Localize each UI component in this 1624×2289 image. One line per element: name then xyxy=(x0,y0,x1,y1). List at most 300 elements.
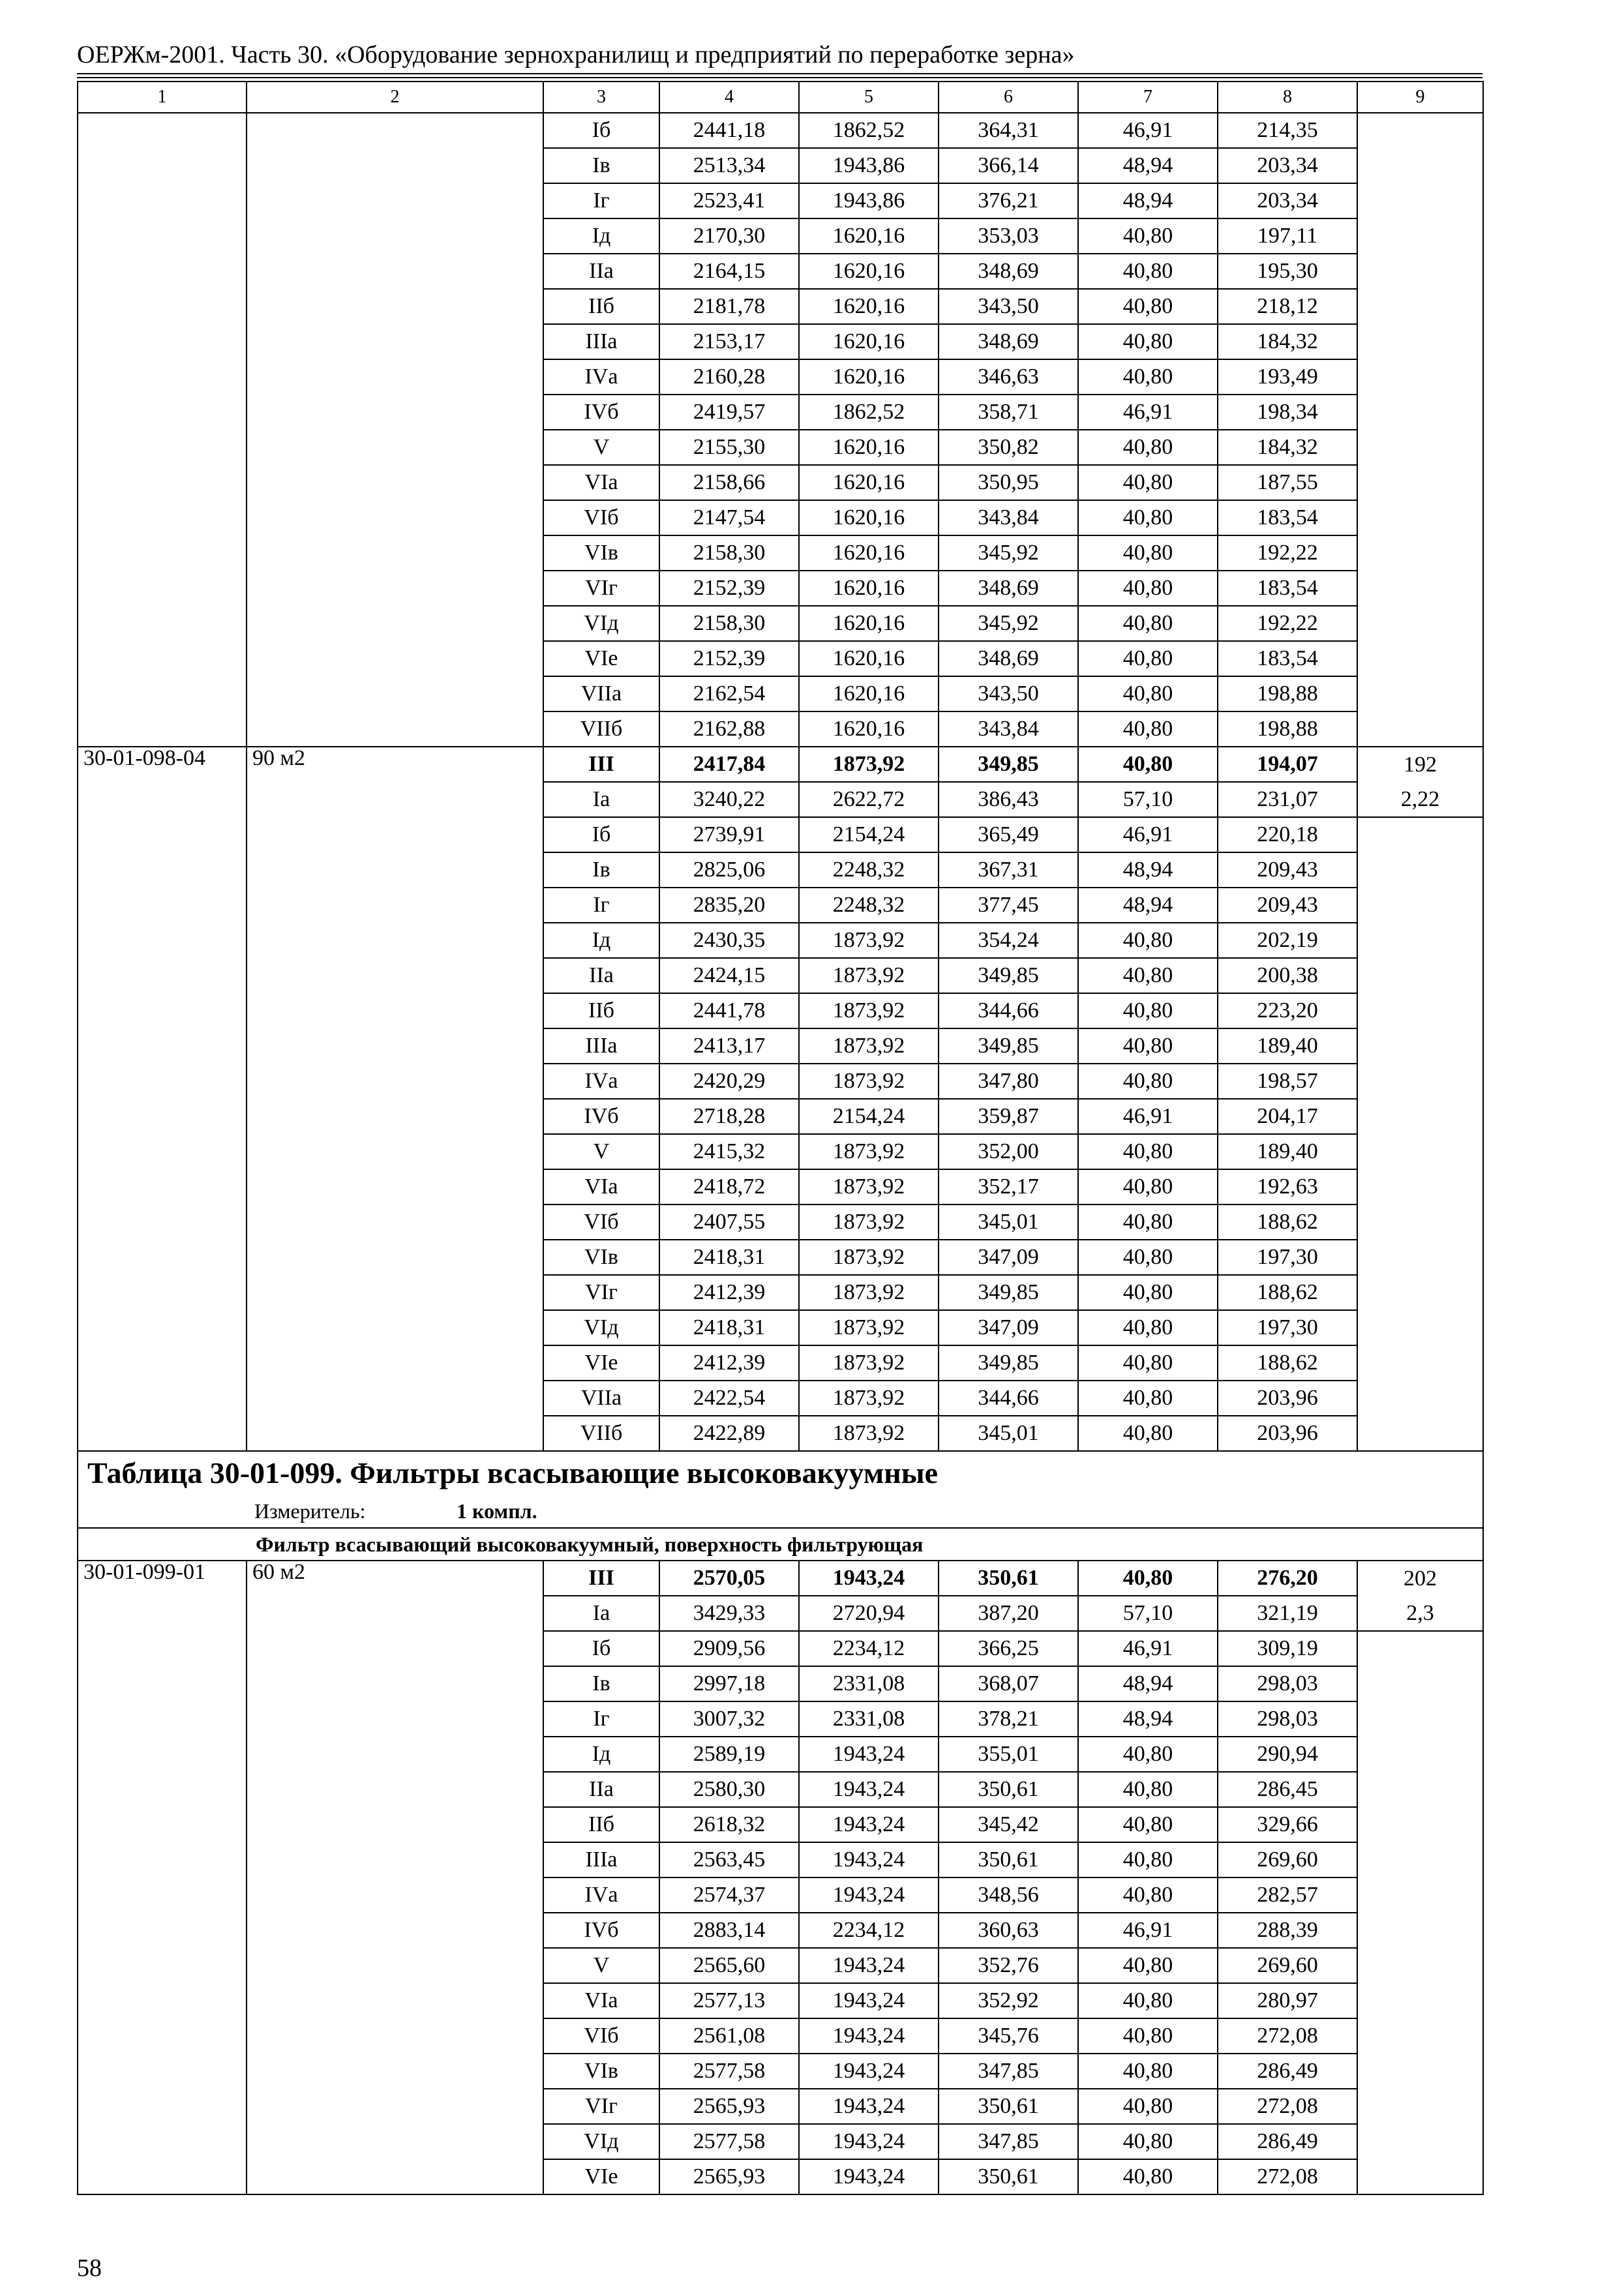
value-cell: 349,85 xyxy=(939,747,1078,782)
value-cell: 40,80 xyxy=(1078,500,1218,535)
value-cell: 282,57 xyxy=(1218,1878,1357,1913)
value-cell: 358,71 xyxy=(939,395,1078,430)
zone-cell: VIе xyxy=(543,2159,659,2194)
value-cell: 2563,45 xyxy=(659,1842,799,1878)
table-title: Таблица 30-01-099. Фильтры всасывающие высоковакуумные xyxy=(78,1451,1483,1495)
value-cell: 2574,37 xyxy=(659,1878,799,1913)
col9-cell xyxy=(1357,958,1483,993)
value-cell: 359,87 xyxy=(939,1099,1078,1134)
zone-cell: VIб xyxy=(543,2018,659,2054)
value-cell: 40,80 xyxy=(1078,1345,1218,1381)
zone-cell: IIб xyxy=(543,993,659,1028)
col9-cell: 2,22 xyxy=(1357,782,1483,817)
value-cell: 2155,30 xyxy=(659,430,799,465)
measure-row xyxy=(78,1495,1483,1528)
zone-cell: VIв xyxy=(543,1240,659,1275)
value-cell: 2158,30 xyxy=(659,535,799,571)
column-number: 6 xyxy=(939,82,1078,113)
value-cell: 347,80 xyxy=(939,1064,1078,1099)
zone-cell: VIб xyxy=(543,1204,659,1240)
value-cell: 1620,16 xyxy=(799,289,939,324)
col9-cell xyxy=(1357,817,1483,852)
zone-cell: Iв xyxy=(543,148,659,183)
value-cell: 40,80 xyxy=(1078,254,1218,289)
value-cell: 298,03 xyxy=(1218,1701,1357,1737)
col9-cell xyxy=(1357,148,1483,183)
value-cell: 2422,89 xyxy=(659,1416,799,1451)
value-cell: 197,30 xyxy=(1218,1310,1357,1345)
value-cell: 40,80 xyxy=(1078,993,1218,1028)
name-cell xyxy=(247,113,543,747)
zone-cell: IIб xyxy=(543,1807,659,1842)
value-cell: 2883,14 xyxy=(659,1913,799,1948)
price-table-body xyxy=(78,82,1483,2194)
col9-cell xyxy=(1357,113,1483,148)
value-cell: 2407,55 xyxy=(659,1204,799,1240)
value-cell: 231,07 xyxy=(1218,782,1357,817)
value-cell: 2412,39 xyxy=(659,1275,799,1310)
value-cell: 2430,35 xyxy=(659,923,799,958)
zone-cell: Iг xyxy=(543,1701,659,1737)
header-rule xyxy=(77,77,1482,78)
column-number: 7 xyxy=(1078,82,1218,113)
value-cell: 2422,54 xyxy=(659,1381,799,1416)
zone-cell: Iв xyxy=(543,852,659,888)
zone-cell: VIд xyxy=(543,2124,659,2159)
value-cell: 2154,24 xyxy=(799,1099,939,1134)
value-cell: 348,69 xyxy=(939,324,1078,359)
zone-cell: VIг xyxy=(543,2089,659,2124)
value-cell: 2561,08 xyxy=(659,2018,799,2054)
value-cell: 1620,16 xyxy=(799,465,939,500)
value-cell: 1873,92 xyxy=(799,747,939,782)
value-cell: 1943,24 xyxy=(799,1948,939,1983)
value-cell: 1943,24 xyxy=(799,1772,939,1807)
value-cell: 345,92 xyxy=(939,535,1078,571)
value-cell: 40,80 xyxy=(1078,2018,1218,2054)
value-cell: 40,80 xyxy=(1078,2089,1218,2124)
value-cell: 1620,16 xyxy=(799,535,939,571)
value-cell: 40,80 xyxy=(1078,465,1218,500)
value-cell: 1873,92 xyxy=(799,1064,939,1099)
value-cell: 288,39 xyxy=(1218,1913,1357,1948)
value-cell: 209,43 xyxy=(1218,888,1357,923)
col9-cell xyxy=(1357,641,1483,676)
value-cell: 2331,08 xyxy=(799,1666,939,1701)
value-cell: 57,10 xyxy=(1078,782,1218,817)
code-cell: 30-01-099-01 xyxy=(78,1561,247,2194)
value-cell: 40,80 xyxy=(1078,1169,1218,1204)
zone-cell: Iг xyxy=(543,183,659,218)
value-cell: 40,80 xyxy=(1078,1381,1218,1416)
value-cell: 1873,92 xyxy=(799,923,939,958)
value-cell: 203,96 xyxy=(1218,1381,1357,1416)
value-cell: 350,61 xyxy=(939,1561,1078,1596)
col9-cell xyxy=(1357,1416,1483,1451)
zone-cell: IIIа xyxy=(543,1028,659,1064)
value-cell: 386,43 xyxy=(939,782,1078,817)
value-cell: 354,24 xyxy=(939,923,1078,958)
value-cell: 1873,92 xyxy=(799,1310,939,1345)
value-cell: 3240,22 xyxy=(659,782,799,817)
value-cell: 40,80 xyxy=(1078,1842,1218,1878)
value-cell: 194,07 xyxy=(1218,747,1357,782)
value-cell: 272,08 xyxy=(1218,2018,1357,2054)
value-cell: 298,03 xyxy=(1218,1666,1357,1701)
zone-cell: VIг xyxy=(543,1275,659,1310)
zone-cell: IVа xyxy=(543,1878,659,1913)
value-cell: 2152,39 xyxy=(659,641,799,676)
code-cell: 30-01-098-04 xyxy=(78,747,247,1451)
value-cell: 2513,34 xyxy=(659,148,799,183)
col9-cell xyxy=(1357,2018,1483,2054)
col9-cell xyxy=(1357,1345,1483,1381)
value-cell: 3007,32 xyxy=(659,1701,799,1737)
value-cell: 1862,52 xyxy=(799,113,939,148)
value-cell: 1943,86 xyxy=(799,183,939,218)
zone-cell: Iг xyxy=(543,888,659,923)
value-cell: 48,94 xyxy=(1078,888,1218,923)
value-cell: 48,94 xyxy=(1078,148,1218,183)
value-cell: 40,80 xyxy=(1078,324,1218,359)
zone-cell: Iв xyxy=(543,1666,659,1701)
col9-cell xyxy=(1357,254,1483,289)
zone-cell: VIе xyxy=(543,1345,659,1381)
value-cell: 197,11 xyxy=(1218,218,1357,254)
value-cell: 40,80 xyxy=(1078,1737,1218,1772)
column-number: 4 xyxy=(659,82,799,113)
value-cell: 272,08 xyxy=(1218,2159,1357,2194)
col9-cell xyxy=(1357,852,1483,888)
value-cell: 376,21 xyxy=(939,183,1078,218)
value-cell: 2441,18 xyxy=(659,113,799,148)
value-cell: 2234,12 xyxy=(799,1631,939,1666)
value-cell: 1873,92 xyxy=(799,1134,939,1169)
value-cell: 1620,16 xyxy=(799,676,939,711)
page-number: 58 xyxy=(77,2254,102,2282)
zone-cell: V xyxy=(543,1134,659,1169)
value-cell: 1873,92 xyxy=(799,993,939,1028)
value-cell: 2234,12 xyxy=(799,1913,939,1948)
value-cell: 1620,16 xyxy=(799,324,939,359)
zone-cell: IVб xyxy=(543,1913,659,1948)
value-cell: 1873,92 xyxy=(799,1204,939,1240)
zone-cell: VIIб xyxy=(543,1416,659,1451)
value-cell: 189,40 xyxy=(1218,1134,1357,1169)
value-cell: 345,76 xyxy=(939,2018,1078,2054)
value-cell: 214,35 xyxy=(1218,113,1357,148)
value-cell: 2825,06 xyxy=(659,852,799,888)
col9-cell xyxy=(1357,1948,1483,1983)
value-cell: 198,88 xyxy=(1218,676,1357,711)
zone-cell: VIIа xyxy=(543,1381,659,1416)
value-cell: 200,38 xyxy=(1218,958,1357,993)
value-cell: 1873,92 xyxy=(799,1240,939,1275)
col9-cell xyxy=(1357,395,1483,430)
value-cell: 2580,30 xyxy=(659,1772,799,1807)
value-cell: 343,50 xyxy=(939,289,1078,324)
table-row xyxy=(78,113,1483,148)
value-cell: 2412,39 xyxy=(659,1345,799,1381)
value-cell: 1620,16 xyxy=(799,711,939,747)
value-cell: 2835,20 xyxy=(659,888,799,923)
value-cell: 198,57 xyxy=(1218,1064,1357,1099)
value-cell: 3429,33 xyxy=(659,1596,799,1631)
value-cell: 1943,24 xyxy=(799,1561,939,1596)
value-cell: 387,20 xyxy=(939,1596,1078,1631)
value-cell: 2331,08 xyxy=(799,1701,939,1737)
value-cell: 350,61 xyxy=(939,1842,1078,1878)
zone-cell: IIа xyxy=(543,958,659,993)
zone-cell: VIв xyxy=(543,2054,659,2089)
header-rule xyxy=(77,73,1482,74)
value-cell: 40,80 xyxy=(1078,1416,1218,1451)
col9-cell xyxy=(1357,1028,1483,1064)
value-cell: 280,97 xyxy=(1218,1983,1357,2018)
value-cell: 350,61 xyxy=(939,2159,1078,2194)
value-cell: 365,49 xyxy=(939,817,1078,852)
value-cell: 1943,24 xyxy=(799,1807,939,1842)
value-cell: 1620,16 xyxy=(799,359,939,395)
col9-cell xyxy=(1357,430,1483,465)
value-cell: 343,84 xyxy=(939,500,1078,535)
col9-cell xyxy=(1357,2159,1483,2194)
value-cell: 1873,92 xyxy=(799,1028,939,1064)
value-cell: 2419,57 xyxy=(659,395,799,430)
value-cell: 192,63 xyxy=(1218,1169,1357,1204)
zone-cell: III xyxy=(543,1561,659,1596)
value-cell: 40,80 xyxy=(1078,535,1218,571)
value-cell: 192,22 xyxy=(1218,535,1357,571)
price-table xyxy=(77,81,1484,2195)
value-cell: 2420,29 xyxy=(659,1064,799,1099)
value-cell: 203,96 xyxy=(1218,1416,1357,1451)
col9-cell xyxy=(1357,711,1483,747)
value-cell: 2718,28 xyxy=(659,1099,799,1134)
value-cell: 1620,16 xyxy=(799,254,939,289)
value-cell: 1873,92 xyxy=(799,1416,939,1451)
value-cell: 2154,24 xyxy=(799,817,939,852)
value-cell: 40,80 xyxy=(1078,1310,1218,1345)
table-title-row xyxy=(78,1451,1483,1495)
subheading: Фильтр всасывающий высоковакуумный, поверхность фильтрующая xyxy=(78,1528,1483,1561)
col9-cell xyxy=(1357,1204,1483,1240)
col9-cell xyxy=(1357,465,1483,500)
zone-cell: Iд xyxy=(543,1737,659,1772)
value-cell: 366,25 xyxy=(939,1631,1078,1666)
value-cell: 352,17 xyxy=(939,1169,1078,1204)
value-cell: 2418,72 xyxy=(659,1169,799,1204)
col9-cell: 202 xyxy=(1357,1561,1483,1596)
value-cell: 1862,52 xyxy=(799,395,939,430)
value-cell: 350,82 xyxy=(939,430,1078,465)
value-cell: 2441,78 xyxy=(659,993,799,1028)
value-cell: 344,66 xyxy=(939,993,1078,1028)
subheading-row xyxy=(78,1528,1483,1561)
value-cell: 286,49 xyxy=(1218,2054,1357,2089)
value-cell: 2413,17 xyxy=(659,1028,799,1064)
column-number: 8 xyxy=(1218,82,1357,113)
value-cell: 1943,24 xyxy=(799,1983,939,2018)
value-cell: 40,80 xyxy=(1078,1948,1218,1983)
col9-cell xyxy=(1357,1666,1483,1701)
value-cell: 2565,93 xyxy=(659,2089,799,2124)
zone-cell: IIIа xyxy=(543,324,659,359)
col9-cell xyxy=(1357,676,1483,711)
value-cell: 198,88 xyxy=(1218,711,1357,747)
value-cell: 352,00 xyxy=(939,1134,1078,1169)
value-cell: 2170,30 xyxy=(659,218,799,254)
value-cell: 40,80 xyxy=(1078,676,1218,711)
value-cell: 193,49 xyxy=(1218,359,1357,395)
value-cell: 2152,39 xyxy=(659,571,799,606)
value-cell: 345,42 xyxy=(939,1807,1078,1842)
zone-cell: VIд xyxy=(543,606,659,641)
col9-cell xyxy=(1357,2054,1483,2089)
zone-cell: VIIб xyxy=(543,711,659,747)
value-cell: 2162,88 xyxy=(659,711,799,747)
value-cell: 329,66 xyxy=(1218,1807,1357,1842)
value-cell: 1943,24 xyxy=(799,2018,939,2054)
value-cell: 57,10 xyxy=(1078,1596,1218,1631)
zone-cell: V xyxy=(543,430,659,465)
value-cell: 269,60 xyxy=(1218,1842,1357,1878)
value-cell: 2622,72 xyxy=(799,782,939,817)
value-cell: 40,80 xyxy=(1078,711,1218,747)
value-cell: 366,14 xyxy=(939,148,1078,183)
value-cell: 368,07 xyxy=(939,1666,1078,1701)
value-cell: 203,34 xyxy=(1218,148,1357,183)
value-cell: 1943,86 xyxy=(799,148,939,183)
value-cell: 2565,93 xyxy=(659,2159,799,2194)
value-cell: 352,76 xyxy=(939,1948,1078,1983)
value-cell: 40,80 xyxy=(1078,2124,1218,2159)
col9-cell xyxy=(1357,1240,1483,1275)
value-cell: 349,85 xyxy=(939,1345,1078,1381)
value-cell: 1943,24 xyxy=(799,1878,939,1913)
value-cell: 347,09 xyxy=(939,1310,1078,1345)
col9-cell xyxy=(1357,888,1483,923)
zone-cell: Iб xyxy=(543,1631,659,1666)
value-cell: 350,95 xyxy=(939,465,1078,500)
table-row xyxy=(78,747,1483,782)
value-cell: 355,01 xyxy=(939,1737,1078,1772)
value-cell: 192,22 xyxy=(1218,606,1357,641)
col9-cell xyxy=(1357,1983,1483,2018)
col9-cell xyxy=(1357,359,1483,395)
value-cell: 2418,31 xyxy=(659,1310,799,1345)
value-cell: 272,08 xyxy=(1218,2089,1357,2124)
value-cell: 345,01 xyxy=(939,1416,1078,1451)
column-number: 9 xyxy=(1357,82,1483,113)
value-cell: 40,80 xyxy=(1078,1807,1218,1842)
value-cell: 40,80 xyxy=(1078,1275,1218,1310)
zone-cell: III xyxy=(543,747,659,782)
col9-cell xyxy=(1357,183,1483,218)
value-cell: 40,80 xyxy=(1078,571,1218,606)
value-cell: 1620,16 xyxy=(799,606,939,641)
value-cell: 209,43 xyxy=(1218,852,1357,888)
zone-cell: Iд xyxy=(543,218,659,254)
value-cell: 2589,19 xyxy=(659,1737,799,1772)
value-cell: 183,54 xyxy=(1218,571,1357,606)
value-cell: 1943,24 xyxy=(799,2124,939,2159)
value-cell: 1620,16 xyxy=(799,430,939,465)
value-cell: 2418,31 xyxy=(659,1240,799,1275)
value-cell: 1873,92 xyxy=(799,1381,939,1416)
col9-cell: 2,3 xyxy=(1357,1596,1483,1631)
value-cell: 40,80 xyxy=(1078,958,1218,993)
value-cell: 2997,18 xyxy=(659,1666,799,1701)
value-cell: 46,91 xyxy=(1078,1099,1218,1134)
value-cell: 347,09 xyxy=(939,1240,1078,1275)
col9-cell xyxy=(1357,1737,1483,1772)
value-cell: 353,03 xyxy=(939,218,1078,254)
value-cell: 350,61 xyxy=(939,2089,1078,2124)
value-cell: 364,31 xyxy=(939,113,1078,148)
col9-cell xyxy=(1357,324,1483,359)
col9-cell xyxy=(1357,1275,1483,1310)
value-cell: 189,40 xyxy=(1218,1028,1357,1064)
column-number: 3 xyxy=(543,82,659,113)
value-cell: 183,54 xyxy=(1218,500,1357,535)
col9-cell xyxy=(1357,500,1483,535)
value-cell: 347,85 xyxy=(939,2054,1078,2089)
value-cell: 1873,92 xyxy=(799,958,939,993)
zone-cell: IVа xyxy=(543,1064,659,1099)
value-cell: 2162,54 xyxy=(659,676,799,711)
value-cell: 1943,24 xyxy=(799,2054,939,2089)
value-cell: 2577,13 xyxy=(659,1983,799,2018)
value-cell: 198,34 xyxy=(1218,395,1357,430)
value-cell: 204,17 xyxy=(1218,1099,1357,1134)
value-cell: 367,31 xyxy=(939,852,1078,888)
value-cell: 40,80 xyxy=(1078,2159,1218,2194)
col9-cell xyxy=(1357,1807,1483,1842)
value-cell: 360,63 xyxy=(939,1913,1078,1948)
value-cell: 188,62 xyxy=(1218,1275,1357,1310)
value-cell: 1943,24 xyxy=(799,1842,939,1878)
value-cell: 195,30 xyxy=(1218,254,1357,289)
value-cell: 348,69 xyxy=(939,254,1078,289)
value-cell: 40,80 xyxy=(1078,1983,1218,2018)
page-header: ОЕРЖм-2001. Часть 30. «Оборудование зернохранилищ и предприятий по переработке зерна» xyxy=(77,41,1075,68)
value-cell: 348,69 xyxy=(939,571,1078,606)
value-cell: 40,80 xyxy=(1078,1028,1218,1064)
value-cell: 218,12 xyxy=(1218,289,1357,324)
value-cell: 48,94 xyxy=(1078,183,1218,218)
value-cell: 2147,54 xyxy=(659,500,799,535)
value-cell: 40,80 xyxy=(1078,747,1218,782)
zone-cell: IVб xyxy=(543,1099,659,1134)
value-cell: 2523,41 xyxy=(659,183,799,218)
value-cell: 48,94 xyxy=(1078,852,1218,888)
value-cell: 40,80 xyxy=(1078,430,1218,465)
value-cell: 40,80 xyxy=(1078,289,1218,324)
zone-cell: VIа xyxy=(543,1169,659,1204)
col9-cell xyxy=(1357,218,1483,254)
col9-cell xyxy=(1357,1099,1483,1134)
zone-cell: Iд xyxy=(543,923,659,958)
value-cell: 2570,05 xyxy=(659,1561,799,1596)
zone-cell: IIа xyxy=(543,1772,659,1807)
value-cell: 345,01 xyxy=(939,1204,1078,1240)
name-cell: 60 м2 xyxy=(247,1561,543,2194)
value-cell: 203,34 xyxy=(1218,183,1357,218)
value-cell: 1943,24 xyxy=(799,2159,939,2194)
value-cell: 1620,16 xyxy=(799,500,939,535)
col9-cell: 192 xyxy=(1357,747,1483,782)
